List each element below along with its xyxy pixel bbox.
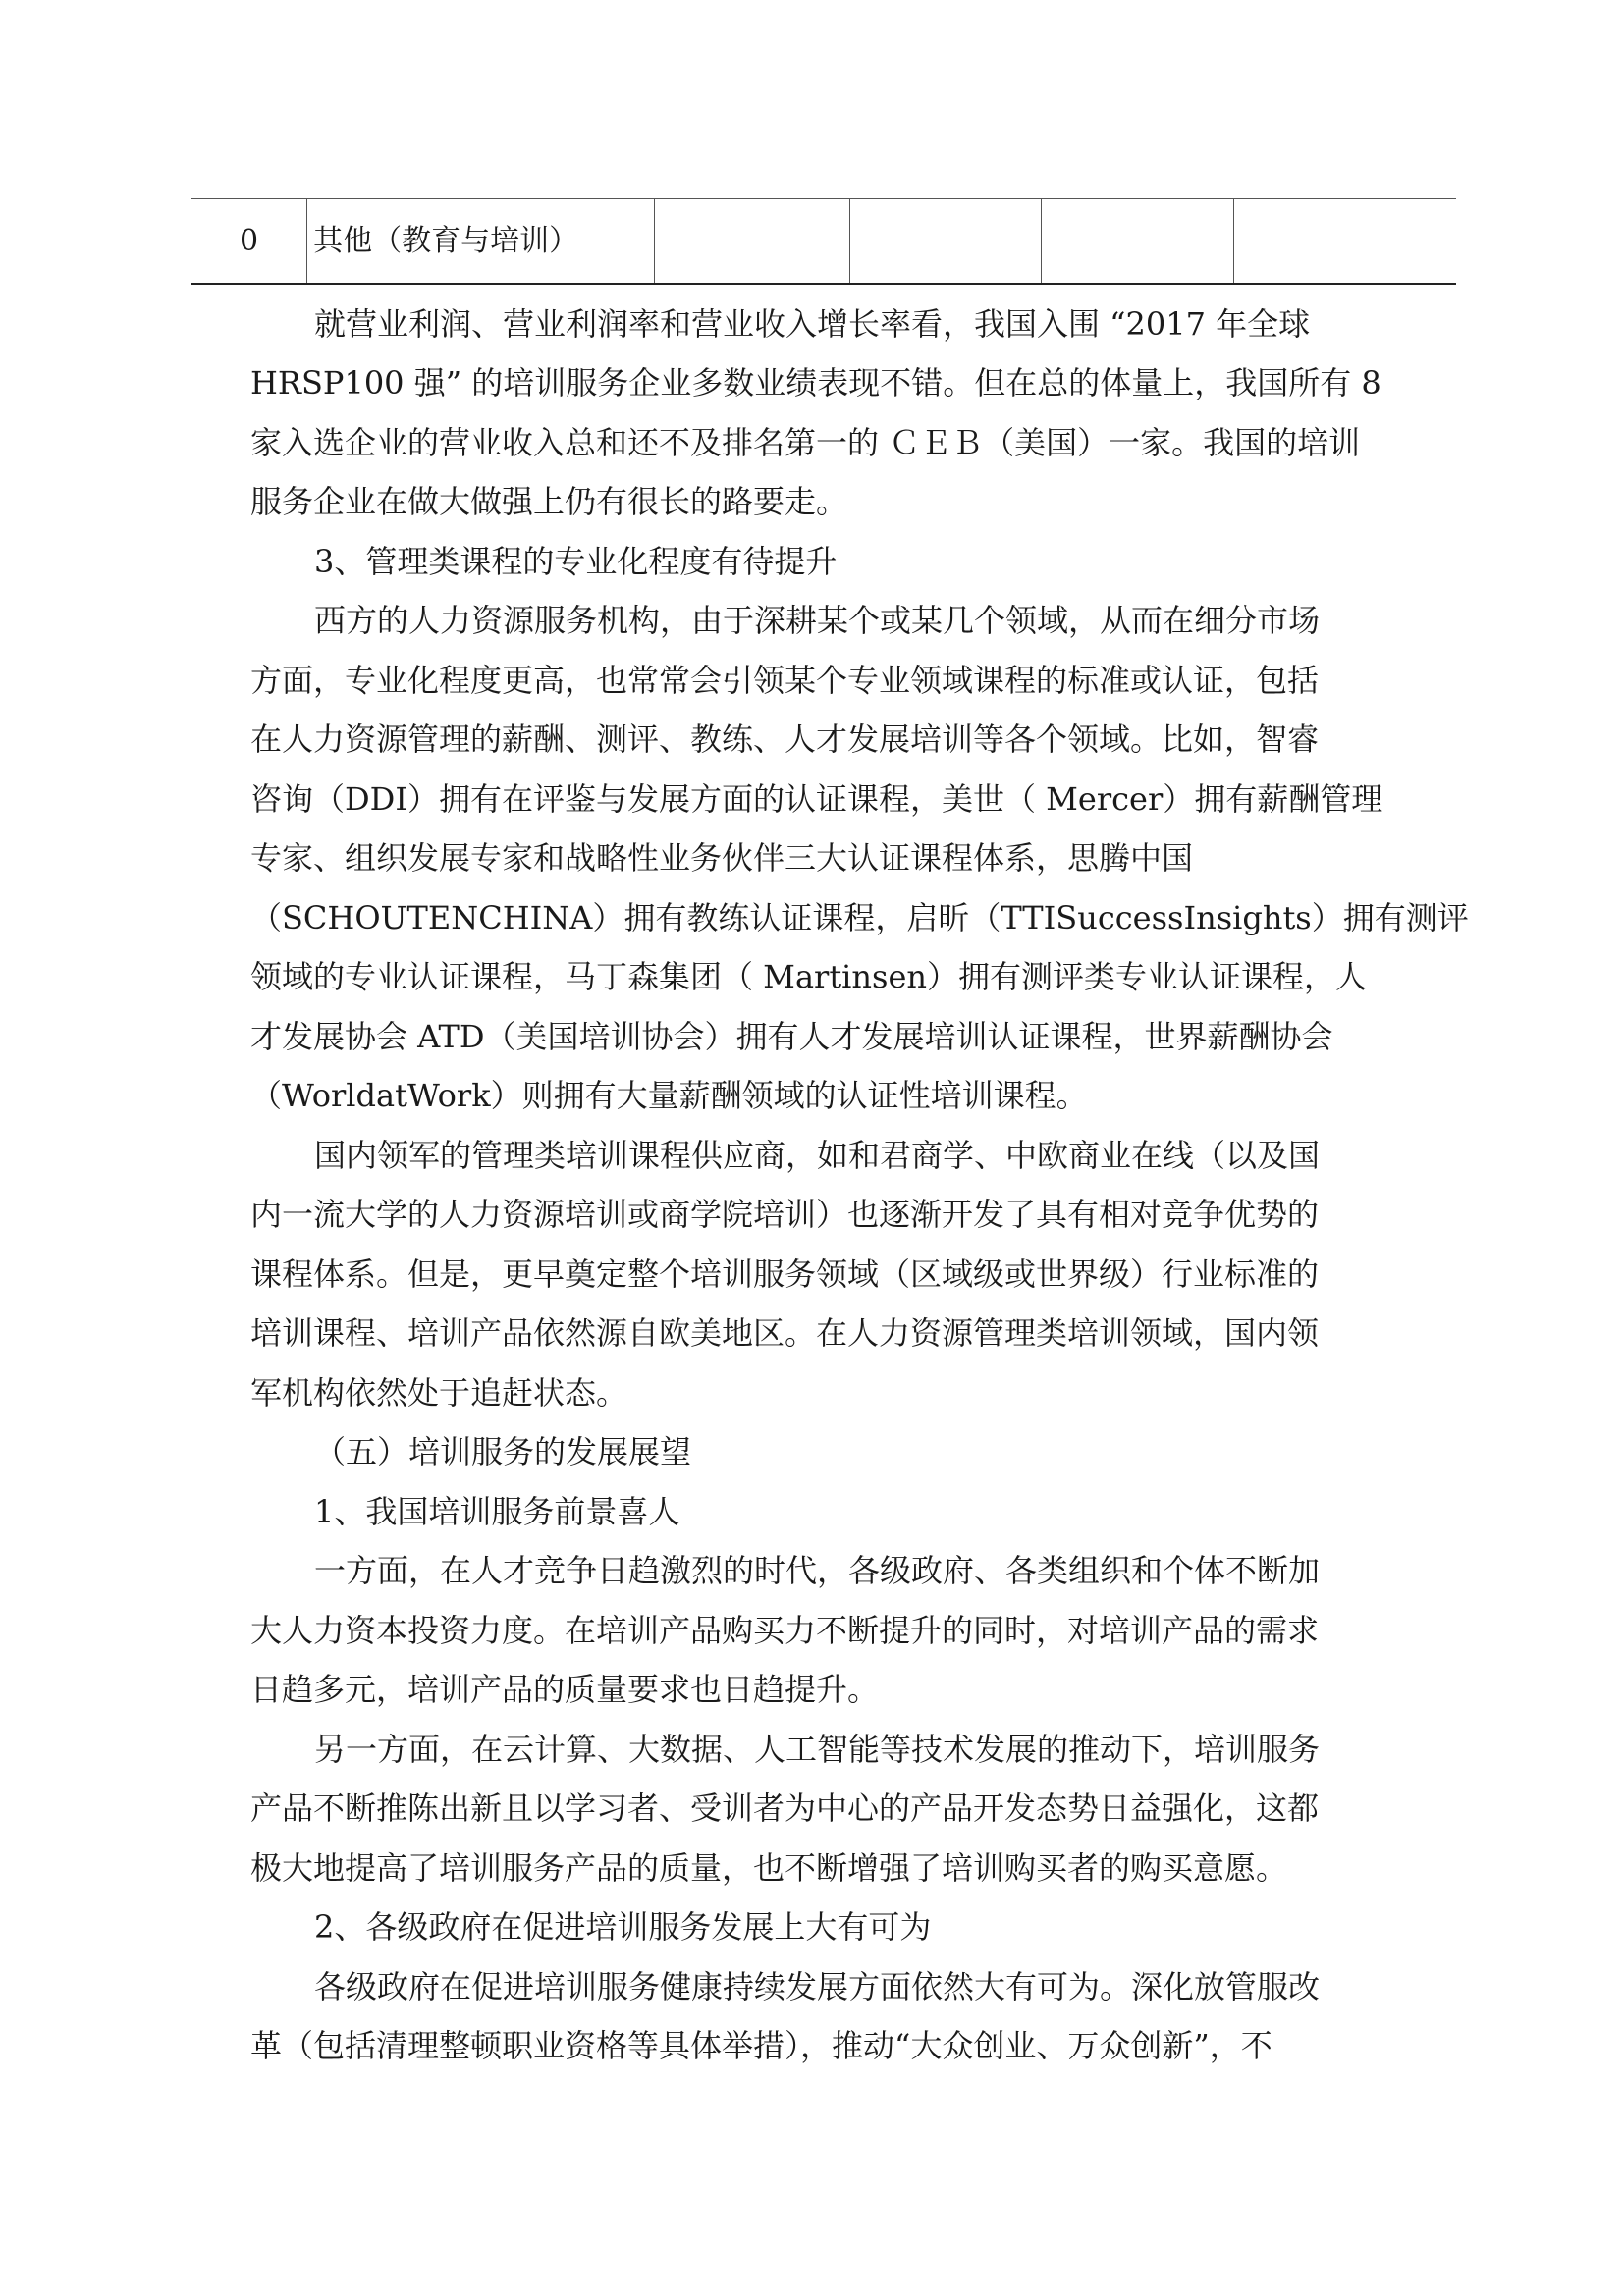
paragraph-line: 一方面，在人才竞争日趋激烈的时代，各级政府、各类组织和个体不断加 <box>314 1552 1321 1589</box>
paragraph-line: 咨询（DDI）拥有在评鉴与发展方面的认证课程，美世（ Mercer）拥有薪酬管理 <box>250 780 1383 818</box>
paragraph-line: 专家、组织发展专家和战略性业务伙伴三大认证课程体系，思腾中国 <box>250 839 1194 877</box>
paragraph-line: 在人力资源管理的薪酬、测评、教练、人才发展培训等各个领域。比如，智睿 <box>250 721 1320 758</box>
paragraph-line: 领域的专业认证课程，马丁森集团（ Martinsen）拥有测评类专业认证课程，人 <box>250 958 1367 995</box>
paragraph-line: 西方的人力资源服务机构，由于深耕某个或某几个领域，从而在细分市场 <box>314 602 1321 639</box>
table-cell <box>1234 199 1456 285</box>
paragraph-line: （SCHOUTENCHINA）拥有教练认证课程，启昕（TTISuccessInsights）拥有测评 <box>250 899 1469 936</box>
table-cell <box>1041 199 1233 285</box>
paragraph-line: 产品不断推陈出新且以学习者、受训者为中心的产品开发态势日益强化，这都 <box>250 1789 1320 1827</box>
paragraph-line: 方面，专业化程度更高，也常常会引领某个专业领域课程的标准或认证，包括 <box>250 662 1320 699</box>
paragraph-line: 军机构依然处于追赶状态。 <box>250 1374 628 1412</box>
data-table-fragment <box>191 198 1456 285</box>
paragraph-line: 革（包括清理整顿职业资格等具体举措），推动“大众创业、万众创新”，不 <box>250 2027 1272 2064</box>
section-heading: 2、各级政府在促进培训服务发展上大有可为 <box>314 1908 932 1946</box>
paragraph-line: 家入选企业的营业收入总和还不及排名第一的 ＣＥＢ（美国）一家。我国的培训 <box>250 424 1361 461</box>
paragraph-line: 国内领军的管理类培训课程供应商，如和君商学、中欧商业在线（以及国 <box>314 1137 1321 1174</box>
paragraph-line: 极大地提高了培训服务产品的质量，也不断增强了培训购买者的购买意愿。 <box>250 1849 1288 1887</box>
table-cell-label: 其他（教育与培训） <box>307 199 655 285</box>
paragraph-line: 才发展协会 ATD（美国培训协会）拥有人才发展培训认证课程，世界薪酬协会 <box>250 1018 1333 1055</box>
paragraph-line: 各级政府在促进培训服务健康持续发展方面依然大有可为。深化放管服改 <box>314 1968 1321 2005</box>
table-cell <box>655 199 849 285</box>
paragraph-line: （WorldatWork）则拥有大量薪酬领域的认证性培训课程。 <box>250 1077 1088 1114</box>
paragraph-line: 日趋多元，培训产品的质量要求也日趋提升。 <box>250 1671 880 1708</box>
table-cell <box>849 199 1041 285</box>
paragraph-line: HRSP100 强” 的培训服务企业多数业绩表现不错。但在总的体量上，我国所有 8 <box>250 364 1381 401</box>
paragraph-line: 内一流大学的人力资源培训或商学院培训）也逐渐开发了具有相对竞争优势的 <box>250 1196 1320 1233</box>
paragraph-line: 另一方面，在云计算、大数据、人工智能等技术发展的推动下，培训服务 <box>314 1731 1321 1768</box>
table-row <box>191 199 1456 285</box>
section-heading: 1、我国培训服务前景喜人 <box>314 1493 680 1530</box>
paragraph-line: 课程体系。但是，更早奠定整个培训服务领域（区域级或世界级）行业标准的 <box>250 1255 1320 1293</box>
paragraph-line: 服务企业在做大做强上仍有很长的路要走。 <box>250 483 848 520</box>
paragraph-line: 大人力资本投资力度。在培训产品购买力不断提升的同时，对培训产品的需求 <box>250 1612 1320 1649</box>
paragraph-line: 就营业利润、营业利润率和营业收入增长率看，我国入围 “2017 年全球 <box>314 305 1311 343</box>
paragraph-line: 培训课程、培训产品依然源自欧美地区。在人力资源管理类培训领域，国内领 <box>250 1314 1320 1352</box>
section-heading: 3、管理类课程的专业化程度有待提升 <box>314 543 838 580</box>
section-heading: （五）培训服务的发展展望 <box>314 1433 692 1470</box>
table-cell-index: 0 <box>191 199 307 285</box>
